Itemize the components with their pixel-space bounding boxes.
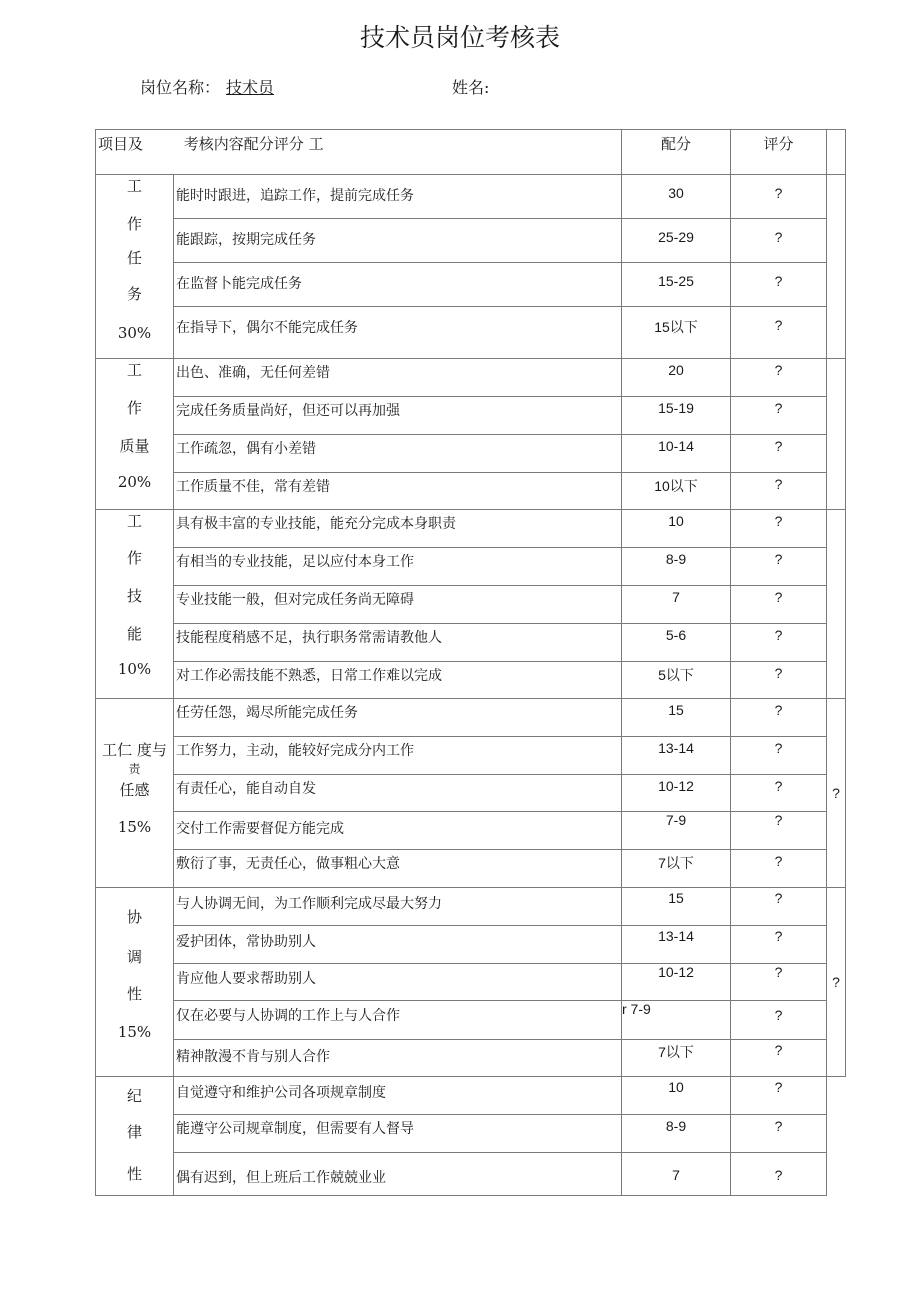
score-cell: 10-14 [622, 435, 731, 473]
category-line: 技 [126, 587, 142, 605]
category-line: 作 [126, 399, 142, 417]
header-category-content [96, 130, 622, 175]
assessment-table [95, 129, 846, 1196]
page-title: 技术员岗位考核表 [359, 23, 560, 52]
extra-cell [827, 359, 846, 510]
category-cell-work-quality [96, 359, 174, 510]
score-cell: 5以下 [622, 662, 731, 699]
category-line: 责 [128, 762, 141, 776]
post-name-label: 岗位名称： [140, 78, 221, 97]
category-line: 15% [117, 818, 152, 836]
category-line: 质量 [119, 437, 150, 455]
score-cell: 13-14 [622, 737, 731, 775]
category-line: 任 [126, 249, 142, 267]
category-line: 性 [126, 1165, 142, 1183]
category-cell-attitude [96, 699, 174, 888]
extra-cell [827, 510, 846, 699]
criteria-text: 技能程度稍感不足，执行职务常需请教他人 [174, 624, 622, 662]
rating-cell[interactable]: ? [731, 510, 827, 548]
table-row [96, 1077, 846, 1115]
category-line: 律 [126, 1123, 142, 1141]
category-line: 协 [126, 908, 142, 926]
score-cell: 30 [622, 175, 731, 219]
score-cell: 10-12 [622, 775, 731, 812]
category-line: 30% [117, 324, 152, 342]
table-row [96, 510, 846, 548]
rating-cell[interactable]: ? [731, 1153, 827, 1196]
criteria-text: 精神散漫不肯与别人合作 [174, 1040, 622, 1077]
rating-cell[interactable]: ? [731, 964, 827, 1001]
extra-rating-cell[interactable]: ? [827, 699, 846, 888]
table-row [96, 624, 846, 662]
header-extra-cell [827, 130, 846, 175]
criteria-text: 交付工作需要督促方能完成 [174, 812, 622, 850]
rating-cell[interactable]: ? [731, 548, 827, 586]
rating-cell[interactable]: ? [731, 624, 827, 662]
criteria-text: 偶有迟到，但上班后工作兢兢业业 [174, 1153, 622, 1196]
header-content: 考核内容配分评分 工 [183, 135, 324, 153]
score-cell: 7 [622, 586, 731, 624]
table-row [96, 964, 846, 1001]
criteria-text: 爱护团体，常协助别人 [174, 926, 622, 964]
criteria-text: 专业技能一般，但对完成任务尚无障碍 [174, 586, 622, 624]
table-row [96, 812, 846, 850]
table-row [96, 397, 846, 435]
rating-cell[interactable]: ? [731, 1115, 827, 1153]
score-cell: 7 [622, 1153, 731, 1196]
category-line: 任感 [119, 781, 150, 799]
score-cell: 10 [622, 510, 731, 548]
extra-cell [827, 1077, 846, 1196]
table-row [96, 219, 846, 263]
score-cell: 7-9 [622, 812, 731, 850]
rating-cell[interactable]: ? [731, 307, 827, 359]
table-row [96, 699, 846, 737]
criteria-text: 仅在必要与人协调的工作上与人合作 [174, 1001, 622, 1040]
rating-cell[interactable]: ? [731, 775, 827, 812]
score-cell: 8-9 [622, 1115, 731, 1153]
table-row [96, 662, 846, 699]
table-row [96, 775, 846, 812]
category-line: 作 [126, 549, 142, 567]
criteria-text: 能遵守公司规章制度，但需要有人督导 [174, 1115, 622, 1153]
post-name-value: 技术员 [226, 78, 275, 97]
category-line: 性 [126, 985, 142, 1003]
category-cell-discipline [96, 1077, 174, 1196]
score-cell: 5-6 [622, 624, 731, 662]
table-row [96, 263, 846, 307]
category-line: 工 [126, 361, 142, 379]
table-row [96, 307, 846, 359]
score-cell: 10 [622, 1077, 731, 1115]
rating-cell[interactable]: ? [731, 397, 827, 435]
header-category: 项目及 [98, 135, 144, 153]
score-cell: 8-9 [622, 548, 731, 586]
criteria-text: 工作疏忽，偶有小差错 [174, 435, 622, 473]
table-row [96, 473, 846, 510]
criteria-text: 有相当的专业技能，足以应付本身工作 [174, 548, 622, 586]
criteria-text: 有责任心，能自动自发 [174, 775, 622, 812]
rating-cell[interactable]: ? [731, 737, 827, 775]
rating-cell[interactable]: ? [731, 473, 827, 510]
criteria-text: 具有极丰富的专业技能，能充分完成本身职责 [174, 510, 622, 548]
score-cell: 13-14 [622, 926, 731, 964]
header-row [96, 130, 846, 175]
score-cell: 7以下 [622, 1040, 731, 1077]
category-line: 工 [126, 177, 142, 195]
category-cell-work-task [96, 175, 174, 359]
category-line: 15% [117, 1023, 152, 1041]
header-rating: 评分 [731, 130, 827, 175]
criteria-text: 在监督卜能完成任务 [174, 263, 622, 307]
score-cell: 15 [622, 699, 731, 737]
criteria-text: 能时时跟进，追踪工作，提前完成任务 [174, 175, 622, 219]
rating-cell[interactable]: ? [731, 1040, 827, 1077]
rating-cell[interactable]: ? [731, 586, 827, 624]
table-row [96, 850, 846, 888]
category-line: 能 [126, 625, 142, 643]
criteria-text: 任劳任怨，竭尽所能完成任务 [174, 699, 622, 737]
rating-cell[interactable]: ? [731, 662, 827, 699]
rating-cell[interactable]: ? [731, 1077, 827, 1115]
criteria-text: 与人协调无间，为工作顺利完成尽最大努力 [174, 888, 622, 926]
table-row [96, 586, 846, 624]
criteria-text: 能跟踪，按期完成任务 [174, 219, 622, 263]
criteria-text: 在指导下，偶尔不能完成任务 [174, 307, 622, 359]
category-line: 纪 [126, 1087, 142, 1105]
rating-cell[interactable]: ? [731, 1001, 827, 1040]
table-row [96, 1001, 846, 1040]
table-row [96, 737, 846, 775]
rating-cell[interactable]: ? [731, 359, 827, 397]
category-line: 工 [126, 512, 142, 530]
header-score: 配分 [622, 130, 731, 175]
category-cell-work-skill [96, 510, 174, 699]
criteria-text: 完成任务质量尚好，但还可以再加强 [174, 397, 622, 435]
extra-cell [827, 175, 846, 359]
criteria-text: 对工作必需技能不熟悉，日常工作难以完成 [174, 662, 622, 699]
employee-name-label: 姓名: [452, 78, 490, 97]
criteria-text: 工作质量不佳，常有差错 [174, 473, 622, 510]
rating-cell[interactable]: ? [731, 888, 827, 926]
score-cell: r 7-9 [622, 1001, 731, 1040]
category-cell-coordination [96, 888, 174, 1077]
table-row [96, 548, 846, 586]
rating-cell[interactable]: ? [731, 926, 827, 964]
score-cell: 10-12 [622, 964, 731, 1001]
table-row [96, 1040, 846, 1077]
category-line: 工仁 度与 [102, 741, 167, 759]
criteria-text: 肯应他人要求帮助别人 [174, 964, 622, 1001]
criteria-text: 工作努力，主动，能较好完成分内工作 [174, 737, 622, 775]
criteria-text: 出色、准确，无任何差错 [174, 359, 622, 397]
rating-cell[interactable]: ? [731, 175, 827, 219]
table-row [96, 1115, 846, 1153]
score-cell: 15 [622, 888, 731, 926]
score-cell: 15以下 [622, 307, 731, 359]
category-line: 作 [126, 215, 142, 233]
extra-rating-cell[interactable]: ? [827, 888, 846, 1077]
rating-cell[interactable]: ? [731, 812, 827, 850]
table-row [96, 888, 846, 926]
rating-cell[interactable]: ? [731, 435, 827, 473]
category-line: 10% [117, 660, 152, 678]
rating-cell[interactable]: ? [731, 850, 827, 888]
criteria-text: 敷衍了事，无责任心，做事粗心大意 [174, 850, 622, 888]
score-cell: 7以下 [622, 850, 731, 888]
rating-cell[interactable]: ? [731, 699, 827, 737]
score-cell: 20 [622, 359, 731, 397]
criteria-text: 自觉遵守和维护公司各项规章制度 [174, 1077, 622, 1115]
score-cell: 25-29 [622, 219, 731, 263]
score-cell: 15-19 [622, 397, 731, 435]
category-line: 务 [126, 285, 142, 303]
rating-cell[interactable]: ? [731, 263, 827, 307]
table-row [96, 359, 846, 397]
score-cell: 15-25 [622, 263, 731, 307]
table-row [96, 175, 846, 219]
rating-cell[interactable]: ? [731, 219, 827, 263]
category-line: 调 [126, 948, 142, 966]
table-row [96, 435, 846, 473]
table-row [96, 1153, 846, 1196]
category-line: 20% [117, 473, 152, 491]
table-row [96, 926, 846, 964]
score-cell: 10以下 [622, 473, 731, 510]
